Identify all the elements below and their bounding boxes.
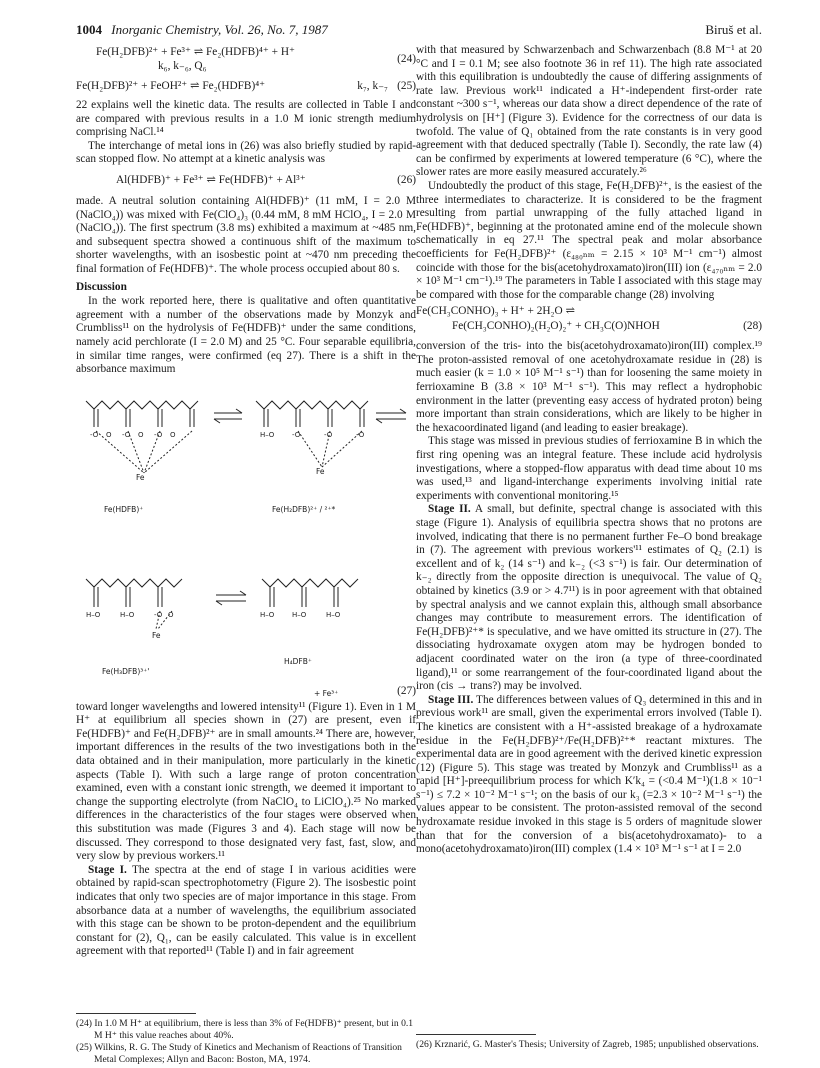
paragraph: Stage I. The spectra at the end of stage I in various acidities were obtained by rapid-scan spectrophotometry (Figure 2). The isosbestic point indicates that only two species are of major importance in this stage. From absorbance data at a number of wavelengths, the equilibrium associated with this stage can be shown to be proton-dependent and the equilibrium constant for (2), Q₁, can be easily calculated. This value is in excellent agreement with that reported¹¹ (Table I) and in fair agreement <box>76 863 416 958</box>
equation-26: Al(HDFB)⁺ + Fe³⁺ ⇌ Fe(HDFB)⁺ + Al³⁺ (26) <box>116 173 416 186</box>
species-label: + Fe³⁺ <box>314 688 339 698</box>
species-label: Fe(H₂DFB)²⁺ / ²⁺* <box>272 504 336 514</box>
stage-label: Stage II. <box>428 503 471 516</box>
paragraph: Stage III. The differences between values of Q₃ determined in this and in previous work¹¹ are small, given the experimental errors involved (Table I). The kinetics are consistent with a H⁺-assisted breakage of a hydroxamate residue in the Fe(H₂DFB)²⁺/Fe(H₂DFB)²⁺* reactant mixtures. The experimental data are in good agreement with the derived kinetic expression (12) (Figure 5). This stage was treated by Monzyk and Crumbliss¹¹ as a rapid [H⁺]-preequilibrium process for which K′k₄ = (<0.4 M⁻¹)(1.8 × 10⁻¹ s⁻¹) ≤ 7.2 × 10⁻² M⁻¹ s⁻¹; on the basis of our k₃ (=2.3 × 10⁻² M⁻¹ s⁻¹) the values appear to be consistent. The proton-assisted removal of the second hydroxamate residue invoked in this stage is 5 orders of magnitude slower than that for the conversion of a bis(acetohydroxamato)- to a mono(acetohydroxamato)iron(III) complex (1.4 × 10³ M⁻¹ s⁻¹ at I = 2.0 <box>416 693 762 856</box>
equation-28: Fe(CH₃CONHO)₃ + H⁺ + 2H₂O ⇌ Fe(CH₃CONHO)₂(H₂O)₂⁺ + CH₃C(O)NHOH (28) <box>416 305 762 333</box>
section-heading-discussion: Discussion <box>76 280 127 293</box>
svg-text:O: O <box>170 430 176 439</box>
equation-number: (27) <box>397 684 416 697</box>
svg-text:-O: -O <box>122 430 131 439</box>
footnote-26: (26) Krznarić, G. Master's Thesis; University of Zagreb, 1985; unpublished observations. <box>416 1039 759 1050</box>
species-label: H₄DFB⁺ <box>284 656 312 666</box>
atom-label-fe: Fe <box>316 466 325 476</box>
paragraph: This stage was missed in previous studies of ferrioxamine B in which the first ring opening was an integral feature. These include acid hydrolysis investigations, where a stopped-flow apparatus with dead time about 10 ms was used,¹³ and ligand-interchange experiments involving initial rate experiments with conventional monitoring.¹⁵ <box>416 435 762 502</box>
paragraph: toward longer wavelengths and lowered intensity¹¹ (Figure 1). Even in 1 M H⁺ at equilibrium all species shown in (27) are present, even if Fe(HDFB)⁺ and Fe(H₂DFB)²⁺ are in small amounts.²⁴ There are, however, important differences in the results of the two investigations both in the data obtained and in their manipulation, more particularly in the kinetic aspects (Table I). With such a large range of proton concentration examined, even with a constant ionic strength, we deemed it important to change the supporting electrolyte (from NaClO₄ to LiClO₄).²⁵ No marked differences in the characteristics of the four stages were observed when this substitution was made (Figures 3 and 4). Each stage will now be discussed. They correspond to those designated very fast, fast, slow, and very slow by previous workers.¹¹ <box>76 700 416 863</box>
right-column <box>416 44 762 857</box>
svg-text:-O: -O <box>324 430 333 439</box>
svg-text:H–O: H–O <box>120 610 135 619</box>
species-label: Fe(HDFB)⁺ <box>104 504 144 514</box>
svg-text:H–O: H–O <box>86 610 101 619</box>
footnote-25: (25) Wilkins, R. G. The Study of Kinetics and Mechanism of Reactions of Transition Metal Complexes; Allyn and Bacon: Boston, MA, 1974. <box>76 1042 402 1065</box>
paragraph: 22 explains well the kinetic data. The results are collected in Table I and are compared with previous results in a 1.0 M ionic strength medium comprising NaCl.¹⁴ <box>76 99 416 139</box>
atom-label-fe: Fe <box>152 630 161 640</box>
paragraph: with that measured by Schwarzenbach and Schwarzenbach (8.8 M⁻¹ at 20 °C and I = 0.1 M; see also footnote 36 in ref 11). The high rate associated with this equilibration is undoubtedly the cause of differing assignments of rate law. Previous work¹¹ indicated a H⁺-independent first-order rate constant ~300 s⁻¹, whereas our data show a direct dependence of the rate of hydrolysis on [H⁺] (Figure 3). Evidence for the correctness of our data is twofold. The value of Q₁ obtained from the rate constants is in very good agreement with that deduced spectrally (Table I). Secondly, the rate law (4) can be confirmed by experiments at lowered temperature (6 °C), where the slower rates are more easily measured accurately.²⁶ <box>416 44 762 179</box>
svg-text:O: O <box>168 610 174 619</box>
paragraph: Stage II. A small, but definite, spectral change is associated with this stage (Figure 1). Analysis of equilibria spectra shows that no protons are involved, indicating that there is no permanent further Fe–O bond breakage in (7). The agreement with previous workers'¹¹ estimates of Q₂ (2.1) is excellent and of k₂ (14 s⁻¹) and k₋₂ (<3 s⁻¹) is fair. Our determination of k₋₂ directly from the opposite direction is unequivocal. The value of Q₂ obtained by kinetics (3.9 or > 4.7¹¹) is in poor agreement with that obtained by spectral analysis and we cannot explain this, although small absorbance changes may contribute to measurement errors. The identification of Fe(H₂DFB)²⁺* is speculative, and we have omitted its structure in (27). The dissociating hydroxamate oxygen atom may be hydrogen bonded to adjacent coordinated water on the iron (a type of three-coordinated ligand),¹¹ or some rearrangement of the four-coordinated ligand about the iron (cis → trans?) may be involved. <box>416 503 763 693</box>
equation-25: Fe(H₂DFB)²⁺ + FeOH²⁺ ⇌ Fe₂(HDFB)⁴⁺ k₇, k₋₇ (25) <box>76 80 416 92</box>
footnotes-left <box>76 1018 416 1066</box>
stage-label: Stage I. <box>88 863 127 876</box>
svg-text:-O: -O <box>154 610 163 619</box>
journal-citation: Inorganic Chemistry, Vol. 26, No. 7, 1987 <box>111 22 328 37</box>
paragraph: conversion of the tris- into the bis(acetohydroxamato)iron(III) complex.¹⁹ The proton-assisted removal of one acetohydroxamate residue in (28) is much easier (k = 1.0 × 10⁵ M⁻¹ s⁻¹) than for loosening the same moiety in ferrioxamine B (3.8 × 10³ M⁻¹ s⁻¹). This may reflect a hydrophobic environment in the latter (preventing easy access of hydrated proton) being more important than strain considerations, which are likely to be higher in the hexacoordinated ligand (and leading to easier breakage). <box>416 340 762 434</box>
footnote-24: (24) In 1.0 M H⁺ at equilibrium, there is less than 3% of Fe(HDFB)⁺ present, but in 0.1 M H⁺ this value reaches about 40%. <box>76 1018 414 1041</box>
svg-text:-O: -O <box>292 430 301 439</box>
paragraph: made. A neutral solution containing Al(HDFB)⁺ (11 mM, I = 2.0 M (NaClO₄)) was mixed with Fe(ClO₄)₃ (0.44 mM, 8 mM HClO₄, I = 2.0 M (NaClO₄)). The first spectrum (3.8 ms) exhibited a maximum at ~485 nm, and subsequent spectra showed a continuous shift of the maximum to shorter wavelengths, with an isosbestic point at ~470 nm preceding the final formation of Fe(HDFB)⁺. The whole process occupied about 80 s. <box>76 194 416 275</box>
paragraph: Undoubtedly the product of this stage, Fe(H₂DFB)²⁺, is the easiest of the three intermediates to characterize. It is considered to be the fragment resulting from partial unwrapping of the fully attached ligand in Fe(HDFB)⁺, beginning at the protonated amine end of the molecule shown schematically in eq 27.¹¹ The spectral peak and molar absorbance coefficients for Fe(H₂DFB)²⁺ (ε₄₈₀ₙₘ = 2.15 × 10³ M⁻¹ cm⁻¹) almost coincide with those for the bis(acetohydroxamato)iron(III) ion (ε₄₇₀ₙₘ = 2.0 × 10³ M⁻¹ cm⁻¹).¹⁹ The parameters in Table I associated with this stage may be compared with those for the comparable change (28) involving <box>416 179 762 301</box>
atom-label-fe: Fe <box>136 472 145 482</box>
paragraph: In the work reported here, there is qualitative and often quantitative agreement with a number of the observations made by Monzyk and Crumbliss¹¹ on the hydrolysis of Fe(HDFB)⁺ under the same conditions, namely acid perchlorate (I = 2.0 M) and 25 °C. Four separable equilibria, in similar time ranges, were confirmed (eq 27). There is a shift in the absorbance maximum <box>76 295 416 376</box>
svg-text:O: O <box>106 430 112 439</box>
structure-drawing <box>76 379 416 699</box>
svg-text:H–O: H–O <box>292 610 307 619</box>
equation-24: Fe(H₂DFB)²⁺ + Fe³⁺ ⇌ Fe₂(HDFB)⁴⁺ + H⁺ k₆, k₋₆, Q₆ (24) <box>96 46 416 72</box>
svg-text:H–O: H–O <box>260 430 275 439</box>
svg-text:O: O <box>138 430 144 439</box>
svg-text:-O: -O <box>356 430 365 439</box>
paragraph: The interchange of metal ions in (26) was also briefly studied by rapid-scan stopped flow. No attempt at a kinetic analysis was <box>76 139 416 166</box>
running-header-authors: Biruš et al. <box>705 22 762 37</box>
running-header-left <box>76 22 328 38</box>
species-label: Fe(H₃DFB)³⁺' <box>102 666 150 676</box>
footnote-rule <box>76 1013 196 1014</box>
page-number: 1004 <box>76 22 102 37</box>
stage-label: Stage III. <box>428 693 474 706</box>
svg-text:H–O: H–O <box>326 610 341 619</box>
footnote-rule <box>416 1034 536 1035</box>
footnotes-right <box>416 1039 762 1052</box>
svg-text:H–O: H–O <box>260 610 275 619</box>
svg-text:-O: -O <box>154 430 163 439</box>
svg-text:-O: -O <box>90 430 99 439</box>
left-column <box>76 44 416 959</box>
reaction-scheme-27 <box>76 379 416 699</box>
